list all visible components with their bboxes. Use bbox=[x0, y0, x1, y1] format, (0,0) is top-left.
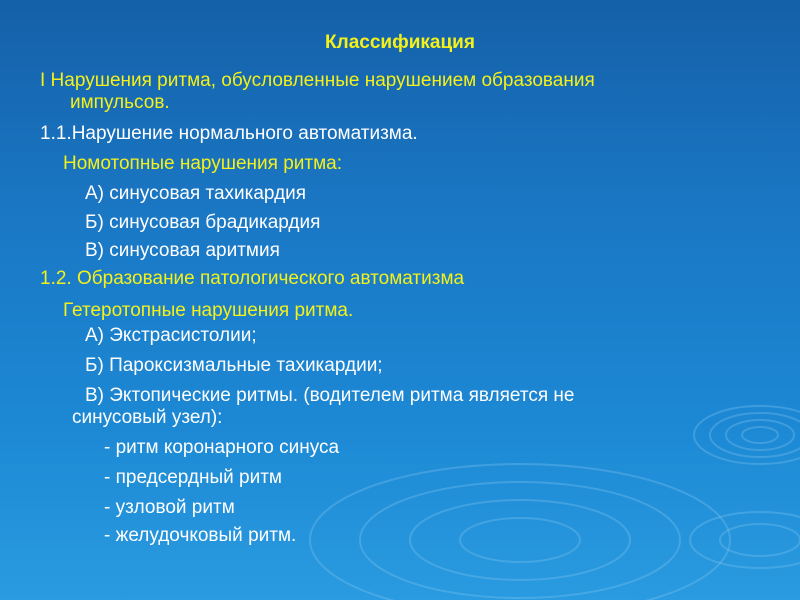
text-line-4: Номотопные нарушения ритма: bbox=[63, 153, 343, 174]
text-line-16: - узловой ритм bbox=[104, 497, 235, 518]
text-line-15: - предсердный ритм bbox=[104, 467, 282, 488]
slide-title: Классификация bbox=[325, 32, 475, 53]
text-line-10: А) Экстрасистолии; bbox=[85, 325, 257, 346]
text-line-6: Б) синусовая брадикардия bbox=[85, 212, 321, 233]
text-line-2: импульсов. bbox=[70, 92, 170, 113]
text-line-14: - ритм коронарного синуса bbox=[104, 437, 340, 458]
text-line-12: В) Эктопические ритмы. (водителем ритма является не bbox=[85, 385, 575, 406]
text-line-17: - желудочковый ритм. bbox=[104, 525, 297, 546]
text-line-9: Гетеротопные нарушения ритма. bbox=[63, 300, 354, 321]
text-line-11: Б) Пароксизмальные тахикардии; bbox=[85, 355, 383, 376]
text-line-3: 1.1.Нарушение нормального автоматизма. bbox=[40, 123, 418, 144]
text-line-13: синусовый узел): bbox=[72, 407, 223, 428]
text-line-1: I Нарушения ритма, обусловленные нарушением образования bbox=[40, 70, 595, 91]
text-line-5: А) синусовая тахикардия bbox=[85, 183, 307, 204]
text-line-7: В) синусовая аритмия bbox=[85, 240, 280, 261]
text-line-8: 1.2. Образование патологического автоматизма bbox=[40, 268, 465, 289]
